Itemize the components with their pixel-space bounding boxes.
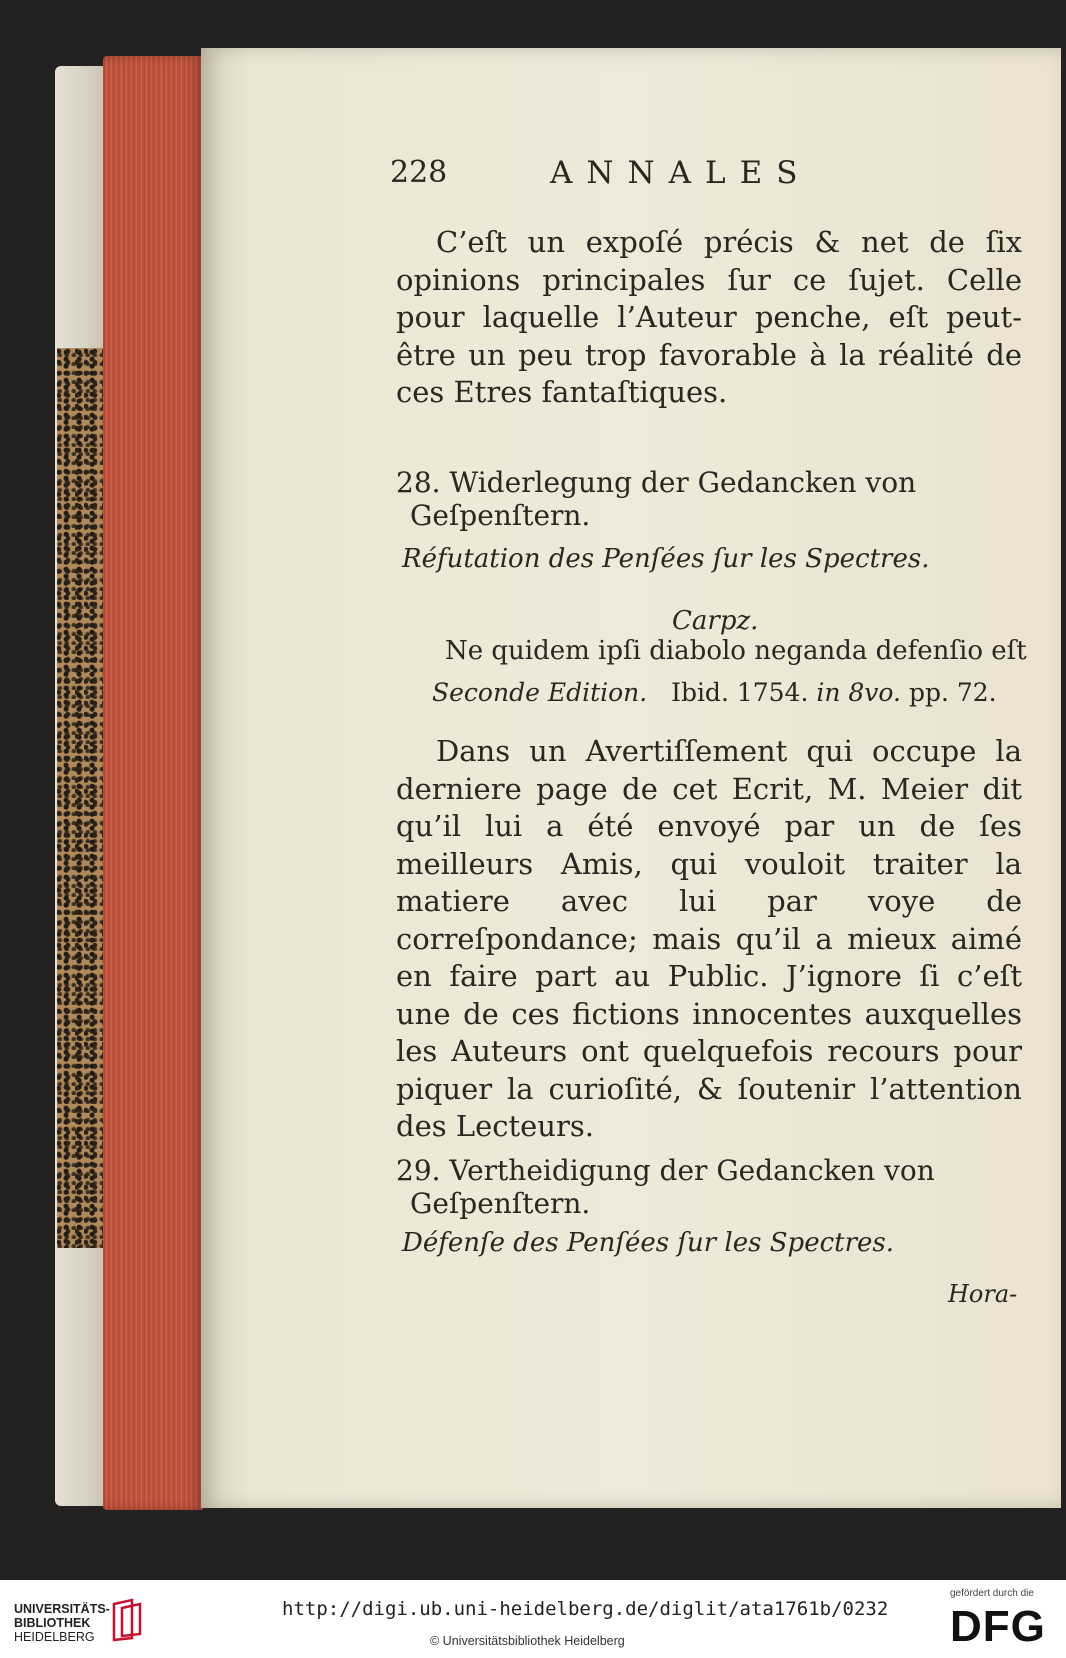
- running-head: ANNALES: [550, 155, 812, 191]
- entry-29-title: 29. Vertheidigung der Gedancken von Geſpenſtern.: [396, 1154, 935, 1220]
- dfg-logo: DFG: [950, 1602, 1046, 1651]
- page-number: 228: [390, 155, 448, 190]
- paragraph-2-text: Dans un Avertiſſement qui occupe la derniere page de cet Ecrit, M. Meier dit qu’il lui a été envoyé par un de ſes meilleurs Amis, qui vouloit traiter la matiere avec lui par voye de correſpondance; mais qu’il a mieux aimé en faire part au Public. J’ignore ſi c’eſt une de ces fictions innocentes auxquelles les Auteurs ont quelquefois recours pour piquer la curioſité, & ſoutenir l’attention des Lecteurs.: [396, 734, 1022, 1143]
- library-line-2: BIBLIOTHEK: [14, 1616, 91, 1630]
- entry-28-french-title: Réfutation des Penſées ſur les Spectres.: [402, 544, 930, 574]
- edition-format: in 8vo.: [816, 678, 901, 707]
- edition-place-year: Ibid. 1754.: [671, 678, 809, 707]
- catchword: Hora-: [948, 1280, 1018, 1308]
- entry-28-author: Carpz.: [672, 606, 759, 636]
- edition-pages: pp. 72.: [908, 678, 997, 707]
- page-header: [390, 155, 850, 199]
- entry-28-motto: Ne quidem ipſi diabolo neganda defenſio eſt: [445, 636, 1027, 666]
- paragraph-2: [396, 733, 1022, 1146]
- entry-29-french-title: Défenſe des Penſées ſur les Spectres.: [402, 1228, 895, 1258]
- funded-by-label: gefördert durch die: [950, 1588, 1034, 1599]
- permalink-url[interactable]: http://digi.ub.uni-heidelberg.de/diglit/ata1761b/0232: [282, 1598, 889, 1620]
- viewer-footer: [0, 1580, 1066, 1658]
- page-edges: [103, 56, 203, 1510]
- library-line-1: UNIVERSITÄTS-: [14, 1602, 110, 1616]
- entry-28-edition: [432, 678, 997, 707]
- library-logo-icon: [110, 1598, 146, 1642]
- library-line-3: HEIDELBERG: [14, 1630, 95, 1644]
- library-logo-text: [14, 1602, 110, 1644]
- paragraph-1: [396, 224, 1022, 412]
- entry-28-title: 28. Widerlegung der Gedancken von Geſpenſtern.: [396, 466, 917, 532]
- marbled-cover: [57, 348, 107, 1248]
- edition-label: Seconde Edition.: [432, 678, 648, 707]
- paragraph-1-text: C’eſt un expoſé précis & net de ſix opinions principales ſur ce ſujet. Celle pour laquelle l’Auteur penche, eſt peut-être un peu trop favorable à la réalité de ces Etres fantaſtiques.: [396, 225, 1022, 409]
- copyright-notice: © Universitätsbibliothek Heidelberg: [430, 1634, 625, 1648]
